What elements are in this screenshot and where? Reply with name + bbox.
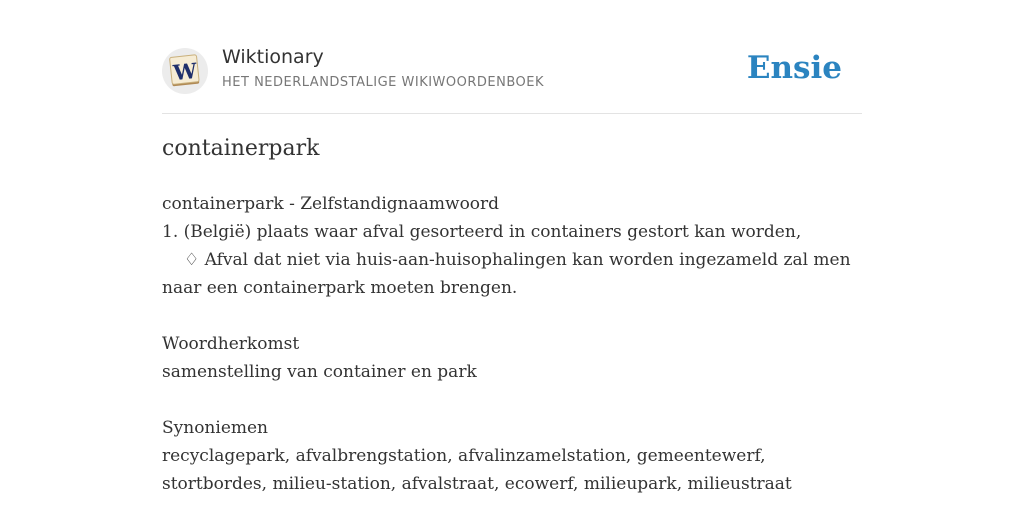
svg-text:W: W [172,57,199,86]
site-name[interactable]: Wiktionary [222,46,324,68]
page-title: containerpark [162,136,320,161]
synonyms-line: recyclagepark, afvalbrengstation, afvalinzamelstation, gemeentewerf, [162,446,766,466]
brand-logo[interactable]: Ensie [746,50,842,86]
spacer [162,386,862,414]
etymology-heading: Woordherkomst [162,334,300,354]
page [162,0,862,512]
example-line [162,246,862,274]
synonyms-line: stortbordes, milieu-station, afvalstraat, ecowerf, milieupark, milieustraat [162,474,792,494]
header-divider [162,113,862,114]
example-marker: ♢ [184,250,200,270]
example-continuation: naar een containerpark moeten brengen. [162,278,518,298]
etymology-text: samenstelling van container en park [162,362,477,382]
wiktionary-logo-icon[interactable] [162,48,208,94]
synonyms-heading: Synoniemen [162,418,269,438]
definition-sense: 1. (België) plaats waar afval gesorteerd in containers gestort kan worden, [162,222,802,242]
spacer [162,302,862,330]
site-tagline: HET NEDERLANDSTALIGE WIKIWOORDENBOEK [222,75,545,90]
entry-content [162,190,862,498]
example-text: Afval dat niet via huis-aan-huisophalingen kan worden ingezameld zal men [204,250,851,270]
header [162,46,862,96]
definition-heading: containerpark - Zelfstandignaamwoord [162,194,500,214]
